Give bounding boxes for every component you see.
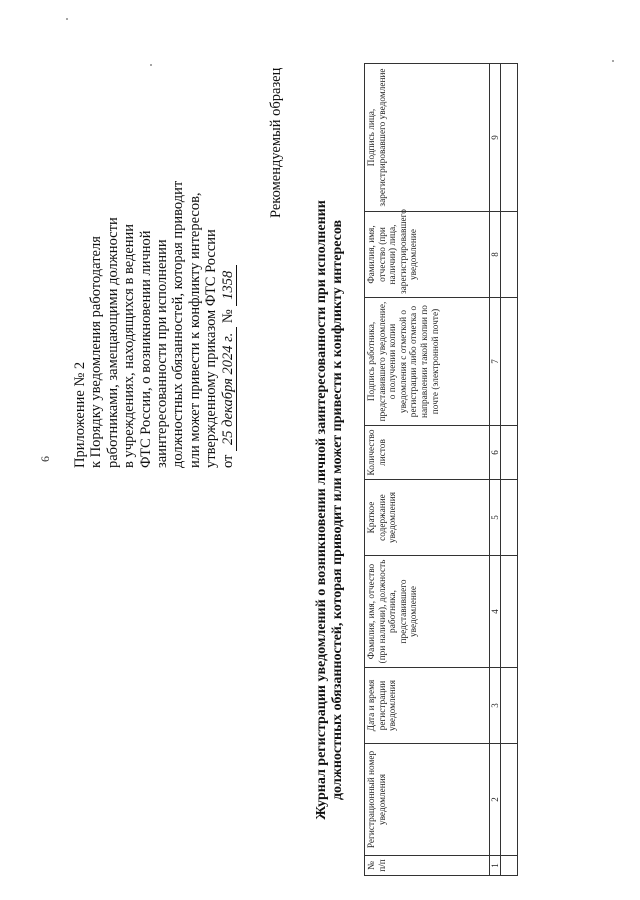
header-cell: Фамилия, имя, отчество (при наличии) лица, зарегистрировавшего уведомление [365, 212, 490, 298]
header-cell: № п/п [365, 856, 490, 876]
column-number-cell: 4 [490, 556, 501, 668]
column-number-row [490, 64, 501, 876]
sample-label: Рекомендуемый образец [268, 67, 284, 218]
appendix-line: заинтересованности при исполнении [154, 239, 171, 468]
header-cell: Подпись лица, зарегистрировавшего уведомление [365, 64, 490, 212]
order-number-sign: № [219, 309, 236, 324]
empty-cell [501, 426, 518, 480]
header-cell: Регистрационный номер уведомления [365, 744, 490, 856]
journal-table [364, 63, 518, 876]
scan-speck [150, 64, 152, 66]
empty-cell [501, 64, 518, 212]
header-cell: Краткое содержание уведомления [365, 480, 490, 556]
scan-speck [66, 18, 68, 20]
table-row [501, 64, 518, 876]
header-cell: Подпись работника, представившего уведомление, о получении копии уведомления с отметкой о регистрации либо отметка о направлении такой копии по почте (электронной почте) [365, 298, 490, 426]
empty-cell [501, 480, 518, 556]
appendix-header [72, 48, 237, 468]
order-prefix: от [219, 454, 236, 468]
empty-cell [501, 744, 518, 856]
header-cell: Количество листов [365, 426, 490, 480]
empty-cell [501, 668, 518, 744]
order-reference [220, 48, 237, 468]
order-date: 25 декабря 2024 г. [221, 327, 237, 451]
appendix-line: Приложение № 2 [72, 361, 88, 468]
appendix-line: в учреждениях, находящихся в ведении [121, 223, 138, 468]
column-number-cell: 9 [490, 64, 501, 212]
appendix-line: или может привести к конфликту интересов, [186, 192, 203, 468]
appendix-line: к Порядку уведомления работодателя [88, 236, 105, 468]
empty-cell [501, 856, 518, 876]
column-number-cell: 7 [490, 298, 501, 426]
header-cell: Фамилия, имя, отчество (при наличии), должность работника, представившего уведомление [365, 556, 490, 668]
page-number: 6 [38, 456, 52, 462]
journal-title-line: должностных обязанностей, которая приводит или может привести к конфликту интересов [330, 219, 345, 801]
table-header-row [365, 64, 490, 876]
appendix-line: должностных обязанностей, которая приводит [170, 180, 187, 468]
empty-cell [501, 556, 518, 668]
column-number-cell: 1 [490, 856, 501, 876]
column-number-cell: 3 [490, 668, 501, 744]
column-number-cell: 6 [490, 426, 501, 480]
scan-speck [612, 60, 614, 62]
header-cell: Дата и время регистрации уведомления [365, 668, 490, 744]
journal-title-line: Журнал регистрации уведомлений о возникновении личной заинтересованности при исполнении [314, 200, 329, 820]
order-number: 1358 [221, 265, 237, 306]
empty-cell [501, 298, 518, 426]
appendix-line: работниками, замещающими должности [104, 217, 121, 468]
column-number-cell: 5 [490, 480, 501, 556]
journal-title [314, 190, 346, 830]
empty-cell [501, 212, 518, 298]
appendix-line: ФТС России, о возникновении личной [137, 230, 154, 468]
column-number-cell: 2 [490, 744, 501, 856]
column-number-cell: 8 [490, 212, 501, 298]
appendix-line: утвержденному приказом ФТС России [203, 229, 220, 468]
